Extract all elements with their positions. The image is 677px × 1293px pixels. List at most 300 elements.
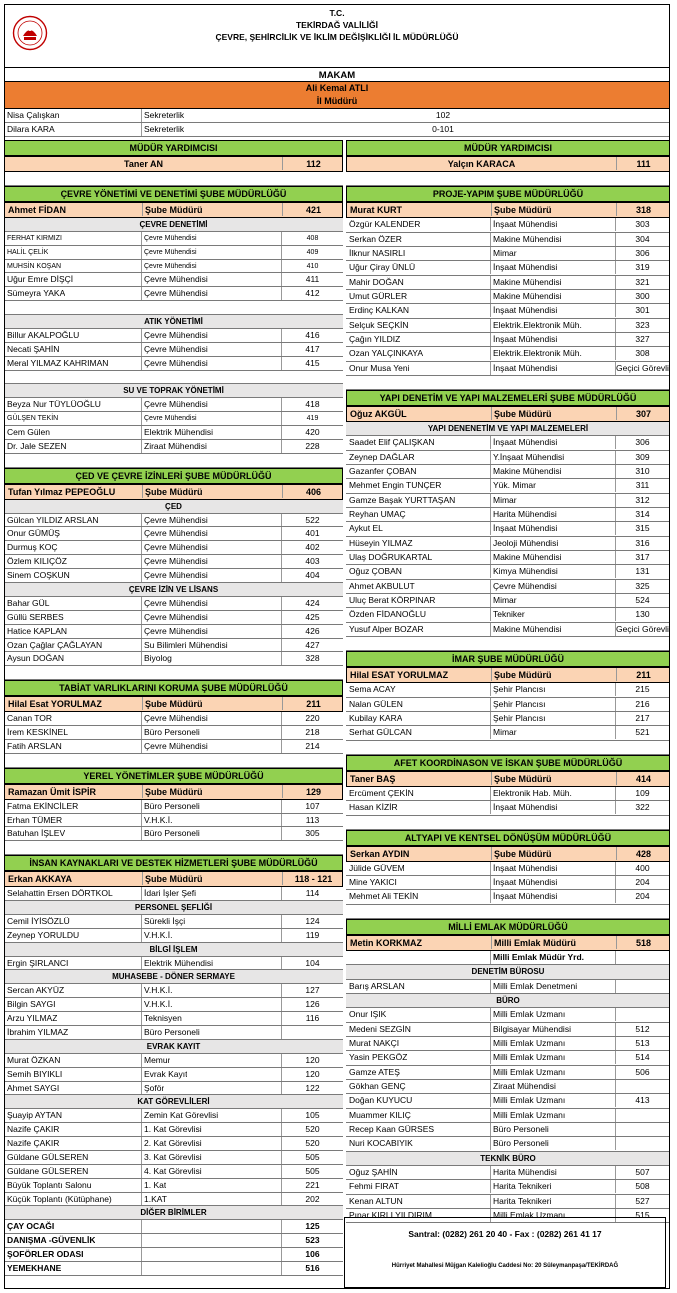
staff-row — [4, 639, 343, 653]
spacer-row — [346, 741, 670, 755]
staff-title: Elektrik Mühendisi — [141, 426, 213, 439]
staff-row — [346, 290, 670, 304]
staff-ext: 327 — [615, 333, 669, 346]
staff-title: Çevre Mühendisi — [141, 597, 208, 610]
staff-title: Büro Personeli — [141, 726, 200, 739]
staff-ext: 515 — [615, 1209, 669, 1222]
branch-manager-row — [346, 846, 670, 862]
director-name: Ali Kemal ATLI — [305, 83, 369, 93]
staff-name: Oğuz ŞAHİN — [349, 1166, 398, 1177]
staff-name: Erhan TÜMER — [7, 814, 63, 825]
staff-row — [4, 246, 343, 260]
staff-ext: 415 — [281, 357, 343, 370]
staff-title: Harita Mühendisi — [490, 1166, 557, 1179]
staff-row — [346, 980, 670, 994]
staff-title: Milli Emlak Uzmanı — [490, 1094, 565, 1107]
subsection-header-personel-sefligi: PERSONEL ŞEFLİĞİ — [4, 901, 343, 915]
staff-name: Durmuş KOÇ — [7, 542, 58, 553]
staff-ext: 116 — [281, 1012, 343, 1025]
staff-ext: 315 — [615, 522, 669, 535]
staff-row — [346, 594, 670, 608]
staff-name: Dr. Jale SEZEN — [7, 440, 67, 451]
staff-name: Ozan Çağlar ÇAĞLAYAN — [7, 639, 103, 650]
staff-title: İnşaat Mühendisi — [490, 261, 557, 274]
spacer-row — [346, 637, 670, 651]
staff-title: Çevre Mühendisi — [141, 260, 197, 273]
staff-ext: 505 — [281, 1165, 343, 1178]
header-line-tc: T.C. — [329, 8, 345, 18]
subsection-header-muhasebe-doner-sermaye: MUHASEBE - DÖNER SERMAYE — [4, 970, 343, 984]
staff-row — [346, 1195, 670, 1209]
staff-ext: 507 — [615, 1166, 669, 1179]
staff-name: Oğuz ÇOBAN — [349, 566, 402, 577]
secretary-name: Nisa Çalışkan — [7, 110, 60, 120]
staff-name: Özden FİDANOĞLU — [349, 609, 426, 620]
secretary-title: Sekreterlik — [141, 123, 184, 136]
staff-title: Zemin Kat Görevlisi — [141, 1109, 218, 1122]
staff-title: İnşaat Mühendisi — [490, 333, 557, 346]
staff-row — [346, 890, 670, 904]
staff-ext: 401 — [281, 527, 343, 540]
staff-title: Milli Emlak Uzmanı — [490, 1066, 565, 1079]
staff-title: Çevre Mühendisi — [141, 412, 197, 425]
section-header-insan-kaynaklari-ve-destek-hizmetleri-su: İNSAN KAYNAKLARI VE DESTEK HİZMETLERİ ŞUBE MÜDÜRLÜĞÜ — [4, 855, 343, 871]
staff-ext: 228 — [281, 440, 343, 453]
staff-name: Kenan ALTUN — [349, 1195, 403, 1206]
manager-title: Şube Müdürü — [142, 872, 203, 885]
staff-row — [4, 1179, 343, 1193]
staff-name: Hasan KİZİR — [349, 802, 398, 813]
staff-row — [346, 247, 670, 261]
contact-box — [344, 1217, 666, 1288]
staff-ext: 328 — [281, 652, 343, 665]
staff-title: Yük. Mimar — [490, 479, 536, 492]
branch-manager-row — [346, 771, 670, 787]
header-line-directorate: ÇEVRE, ŞEHİRCİLİK VE İKLİM DEĞİŞİKLİĞİ İL MÜDÜRLÜĞÜ — [215, 32, 459, 42]
staff-name: Onur Musa Yeni — [349, 362, 410, 373]
staff-row — [4, 1151, 343, 1165]
staff-title: Çevre Mühendisi — [141, 398, 208, 411]
staff-ext: 413 — [615, 1094, 669, 1107]
staff-name: Mine YAKICI — [349, 877, 397, 888]
staff-title: Memur — [141, 1054, 170, 1067]
subsection-header-teknik-buro: TEKNİK BÜRO — [346, 1152, 670, 1166]
director-banner — [4, 81, 670, 109]
staff-ext: 122 — [281, 1082, 343, 1095]
staff-ext — [615, 1137, 669, 1150]
staff-ext: 218 — [281, 726, 343, 739]
staff-row — [4, 1082, 343, 1096]
staff-title: Y.İnşaat Mühendisi — [490, 451, 564, 464]
staff-ext: 217 — [615, 712, 669, 725]
staff-title: İnşaat Mühendisi — [490, 890, 557, 903]
staff-ext: 305 — [281, 827, 343, 840]
section-header-tabiat-varliklarini-koruma-sube-mudurlug: TABİAT VARLIKLARINI KORUMA ŞUBE MÜDÜRLÜĞÜ — [4, 680, 343, 696]
section-header-cevre-yonetimi-ve-denetimi-sube-mudurlug: ÇEVRE YÖNETİMİ VE DENETİMİ ŞUBE MÜDÜRLÜĞÜ — [4, 186, 343, 202]
staff-name: Kubilay KARA — [349, 712, 403, 723]
staff-row — [4, 1026, 343, 1040]
staff-row — [4, 800, 343, 814]
staff-name: Özlem KILIÇÖZ — [7, 556, 67, 567]
subsection-header-su-ve-toprak-yonetimi: SU VE TOPRAK YÖNETİMİ — [4, 384, 343, 398]
staff-name: Gamze Başak YURTTAŞAN — [349, 494, 456, 505]
staff-ext: 105 — [281, 1109, 343, 1122]
staff-title: Çevre Mühendisi — [141, 712, 208, 725]
staff-title: Elektrik.Elektronik Müh. — [490, 347, 582, 360]
staff-row — [346, 304, 670, 318]
staff-row — [4, 1262, 343, 1276]
branch-manager-row — [4, 696, 343, 712]
manager-ext: 307 — [616, 407, 670, 420]
staff-name: Sümeyra YAKA — [7, 288, 66, 299]
manager-title: Şube Müdürü — [491, 772, 552, 785]
staff-title: Ziraat Mühendisi — [141, 440, 207, 453]
staff-row — [4, 597, 343, 611]
staff-title: Makine Mühendisi — [490, 276, 562, 289]
staff-name: Fatma EKİNCİLER — [7, 800, 79, 811]
staff-ext: 300 — [615, 290, 669, 303]
section-header-imar-sube-mudurlugu: İMAR ŞUBE MÜDÜRLÜĞÜ — [346, 651, 670, 667]
staff-ext: 216 — [615, 698, 669, 711]
staff-title: Bilgisayar Mühendisi — [490, 1023, 571, 1036]
staff-row — [4, 357, 343, 371]
staff-name: Güldane GÜLSEREN — [7, 1165, 89, 1176]
staff-name: Ahmet AKBULUT — [349, 580, 415, 591]
staff-ext: 316 — [615, 537, 669, 550]
staff-row — [346, 951, 670, 965]
staff-name: Cem Gülen — [7, 427, 50, 438]
staff-row — [346, 580, 670, 594]
staff-name: Selahattin Ersen DÖRTKOL — [7, 888, 113, 899]
staff-name: Mahir DOĞAN — [349, 276, 404, 287]
makam-label: MAKAM — [5, 67, 669, 82]
staff-row — [346, 451, 670, 465]
staff-name: İbrahim YILMAZ — [7, 1027, 69, 1037]
staff-ext: 220 — [281, 712, 343, 725]
staff-row — [4, 1165, 343, 1179]
staff-ext: 409 — [281, 246, 343, 259]
staff-name: Nalan GÜLEN — [349, 698, 403, 709]
staff-title: Çevre Mühendisi — [490, 580, 557, 593]
staff-title: Çevre Mühendisi — [141, 273, 208, 286]
manager-ext: 129 — [282, 785, 343, 798]
staff-row — [346, 726, 670, 740]
staff-ext: 516 — [281, 1262, 343, 1275]
staff-title: Elektronik Hab. Müh. — [490, 787, 572, 800]
staff-title: Sürekli İşçi — [141, 915, 185, 928]
staff-title: Makine Mühendisi — [490, 290, 562, 303]
staff-row — [346, 1109, 670, 1123]
staff-name: Gülcan YILDIZ ARSLAN — [7, 514, 99, 525]
staff-name: HALİL ÇELİK — [7, 248, 49, 256]
staff-name: DANIŞMA -GÜVENLİK — [7, 1235, 96, 1246]
staff-title: Harita Teknikeri — [490, 1180, 551, 1193]
staff-title: Milli Emlak Denetmeni — [490, 980, 577, 993]
staff-title: 1. Kat — [141, 1179, 166, 1192]
staff-row — [346, 233, 670, 247]
staff-name: Muammer KILIÇ — [349, 1109, 411, 1120]
manager-name: Ahmet FİDAN — [8, 204, 66, 215]
manager-name: Serkan AYDIN — [350, 848, 410, 859]
staff-name: Ercüment ÇEKİN — [349, 787, 414, 798]
spacer-row — [4, 666, 343, 680]
staff-title: Mimar — [490, 726, 517, 739]
staff-title: Şehir Plancısı — [490, 698, 545, 711]
staff-name: ÇAY OCAĞI — [7, 1221, 55, 1232]
staff-title: Biyolog — [141, 652, 172, 665]
staff-row — [4, 1220, 343, 1234]
staff-row — [346, 1094, 670, 1108]
staff-ext: 506 — [615, 1066, 669, 1079]
staff-title — [141, 1234, 144, 1247]
staff-name: Canan TOR — [7, 713, 53, 724]
manager-ext: 318 — [616, 203, 670, 216]
staff-name: Semih BIYIKLI — [7, 1068, 63, 1079]
staff-ext: 325 — [615, 580, 669, 593]
manager-title: Şube Müdürü — [491, 407, 552, 420]
staff-row — [4, 426, 343, 440]
staff-ext: 420 — [281, 426, 343, 439]
staff-ext: 303 — [615, 218, 669, 231]
staff-ext: 127 — [281, 984, 343, 997]
staff-name: Arzu YILMAZ — [7, 1013, 58, 1024]
staff-ext: 427 — [281, 639, 343, 652]
staff-row — [346, 362, 670, 376]
staff-title: Çevre Mühendisi — [141, 329, 208, 342]
manager-ext: 421 — [282, 203, 343, 216]
staff-title: Çevre Mühendisi — [141, 527, 208, 540]
secretary-ext: 0-101 — [432, 124, 454, 134]
subsection-header-bilgi-islem: BİLGİ İŞLEM — [4, 943, 343, 957]
staff-title: Evrak Kayıt — [141, 1068, 187, 1081]
staff-title: Mimar — [490, 247, 517, 260]
staff-title: Makine Mühendisi — [490, 465, 562, 478]
manager-ext: 406 — [282, 485, 343, 498]
staff-name: Uğur Çiray ÜNLÜ — [349, 262, 416, 273]
staff-title: Büro Personeli — [141, 827, 200, 840]
staff-ext: 124 — [281, 915, 343, 928]
staff-ext: 304 — [615, 233, 669, 246]
manager-name: Murat KURT — [350, 205, 402, 216]
staff-name: Ozan YALÇINKAYA — [349, 348, 424, 359]
staff-name: YEMEKHANE — [7, 1262, 62, 1273]
staff-row — [346, 319, 670, 333]
staff-row — [4, 929, 343, 943]
staff-name: Onur GÜMÜŞ — [7, 528, 60, 539]
branch-manager-row — [346, 202, 670, 218]
staff-name: Pınar KIRLI YILDIRIM — [349, 1209, 432, 1220]
manager-name: Tufan Yılmaz PEPEOĞLU — [8, 486, 116, 497]
staff-row — [4, 287, 343, 301]
staff-ext: 107 — [281, 800, 343, 813]
document-header — [4, 4, 670, 82]
staff-title: İnşaat Mühendisi — [490, 862, 557, 875]
staff-row — [346, 683, 670, 697]
manager-title: Milli Emlak Müdürü — [491, 936, 576, 949]
staff-ext: 426 — [281, 625, 343, 638]
manager-ext: 118 - 121 — [282, 872, 343, 885]
staff-ext: 126 — [281, 998, 343, 1011]
staff-ext: 130 — [615, 608, 669, 621]
staff-name: Batuhan İŞLEV — [7, 828, 66, 839]
manager-title: Şube Müdürü — [491, 203, 552, 216]
branch-manager-row — [346, 667, 670, 683]
manager-title: Şube Müdürü — [142, 485, 203, 498]
staff-name: Fatih ARSLAN — [7, 740, 62, 751]
staff-row — [4, 398, 343, 412]
deputy-director-row — [346, 156, 670, 172]
staff-name: Güllü SERBES — [7, 611, 64, 622]
staff-title: Makine Mühendisi — [490, 233, 562, 246]
staff-ext: 301 — [615, 304, 669, 317]
staff-row — [4, 984, 343, 998]
staff-ext: 104 — [281, 957, 343, 970]
staff-name: Özgür KALENDER — [349, 219, 421, 230]
staff-row — [4, 915, 343, 929]
staff-ext: 402 — [281, 541, 343, 554]
spacer-row — [4, 841, 343, 855]
staff-name: MUHSİN KOŞAN — [7, 262, 62, 270]
staff-ext: 521 — [615, 726, 669, 739]
staff-title: Çevre Mühendisi — [141, 287, 208, 300]
staff-title: İnşaat Mühendisi — [490, 362, 557, 375]
staff-name: Yasin PEKGÖZ — [349, 1052, 408, 1063]
staff-row — [346, 333, 670, 347]
staff-ext: 403 — [281, 555, 343, 568]
branch-manager-row — [346, 935, 670, 951]
staff-title: Mimar — [490, 594, 517, 607]
staff-name: Saadet Elif ÇALIŞKAN — [349, 437, 435, 448]
staff-title: Çevre Mühendisi — [141, 541, 208, 554]
staff-row — [346, 436, 670, 450]
staff-row — [4, 957, 343, 971]
staff-name: Uluç Berat KÖRPINAR — [349, 595, 436, 605]
staff-title: Çevre Mühendisi — [141, 625, 208, 638]
staff-row — [346, 1166, 670, 1180]
staff-ext: 310 — [615, 465, 669, 478]
staff-row — [4, 260, 343, 274]
staff-row — [346, 508, 670, 522]
staff-ext: 410 — [281, 260, 343, 273]
staff-ext: 319 — [615, 261, 669, 274]
staff-row — [4, 1137, 343, 1151]
staff-row — [346, 218, 670, 232]
staff-title: Şoför — [141, 1082, 164, 1095]
deputy-director-row — [4, 156, 343, 172]
staff-title: Makine Mühendisi — [490, 551, 562, 564]
staff-row — [346, 1066, 670, 1080]
staff-name: Necati ŞAHİN — [7, 343, 60, 354]
staff-row — [346, 347, 670, 361]
subsection-header-yapi-denenetim-ve-yapi-malzemeleri: YAPI DENENETİM VE YAPI MALZEMELERİ — [346, 422, 670, 436]
subsection-header-diger-birimler: DİĞER BİRİMLER — [4, 1206, 343, 1220]
staff-name: Bahar GÜL — [7, 597, 50, 608]
staff-ext: 508 — [615, 1180, 669, 1193]
staff-name: Büyük Toplantı Salonu — [7, 1179, 92, 1190]
staff-title: Kimya Mühendisi — [490, 565, 558, 578]
manager-name: Taner BAŞ — [350, 773, 396, 784]
staff-title: Milli Emlak Müdür Yrd. — [490, 951, 584, 964]
spacer-row — [4, 371, 343, 385]
staff-name: Hüseyin YILMAZ — [349, 537, 413, 548]
subsection-header-evrak-kayit: EVRAK KAYIT — [4, 1040, 343, 1054]
staff-row — [346, 698, 670, 712]
staff-row — [346, 801, 670, 815]
staff-ext: 523 — [281, 1234, 343, 1247]
staff-row — [4, 998, 343, 1012]
staff-ext: 215 — [615, 683, 669, 696]
staff-name: Gökhan GENÇ — [349, 1081, 406, 1091]
staff-ext: 404 — [281, 569, 343, 582]
subsection-header-kat-gorevlileri: KAT GÖREVLİLERİ — [4, 1095, 343, 1109]
spacer-row — [4, 172, 343, 186]
staff-row — [4, 1123, 343, 1137]
staff-title: Şehir Plancısı — [490, 712, 545, 725]
staff-name: Erdinç KALKAN — [349, 305, 409, 316]
staff-title: Su Bilimleri Mühendisi — [141, 639, 228, 652]
staff-row — [346, 479, 670, 493]
staff-name: Murat NAKÇI — [349, 1038, 400, 1049]
staff-ext: 425 — [281, 611, 343, 624]
staff-row — [4, 1193, 343, 1207]
staff-title: İnşaat Mühendisi — [490, 304, 557, 317]
staff-row — [346, 551, 670, 565]
manager-name: Oğuz AKGÜL — [350, 409, 407, 420]
staff-name: Yusuf Alper BOZAR — [349, 623, 424, 634]
staff-ext: 311 — [615, 479, 669, 492]
staff-title: V.H.K.İ. — [141, 814, 173, 827]
staff-name: Ulaş DOĞRUKARTAL — [349, 552, 433, 563]
staff-ext — [615, 951, 669, 964]
staff-row — [4, 814, 343, 828]
secretary-row — [4, 123, 670, 137]
manager-name: Erkan AKKAYA — [8, 874, 73, 885]
staff-row — [346, 608, 670, 622]
staff-name: Bilgin SAYGI — [7, 999, 56, 1010]
subsection-header-buro: BÜRO — [346, 994, 670, 1008]
staff-ext: Geçici Görevli — [616, 362, 669, 373]
staff-ext: 321 — [615, 276, 669, 289]
staff-title: Milli Emlak Uzmanı — [490, 1037, 565, 1050]
staff-title: Çevre Mühendisi — [141, 343, 208, 356]
section-header-ced-ve-cevre-izinleri-sube-mudurlugu: ÇED VE ÇEVRE İZİNLERİ ŞUBE MÜDÜRLÜĞÜ — [4, 468, 343, 484]
staff-row — [346, 276, 670, 290]
staff-name: Fehmi FIRAT — [349, 1181, 399, 1192]
staff-row — [4, 1012, 343, 1026]
staff-row — [346, 1080, 670, 1094]
staff-title: İnşaat Mühendisi — [490, 436, 557, 449]
staff-row — [4, 827, 343, 841]
staff-name: Şuayip AYTAN — [7, 1110, 62, 1121]
staff-title: Jeoloji Mühendisi — [490, 537, 558, 550]
staff-row — [346, 1137, 670, 1151]
subsection-header-cevre-denetimi: ÇEVRE DENETİMİ — [4, 218, 343, 232]
staff-ext: 106 — [281, 1248, 343, 1261]
staff-ext: 109 — [615, 787, 669, 800]
staff-row — [4, 712, 343, 726]
secretary-row — [4, 109, 670, 123]
section-header-afet-koordinason-ve-iskan-sube-mudurlugu: AFET KOORDİNASON VE İSKAN ŞUBE MÜDÜRLÜĞÜ — [346, 755, 670, 771]
staff-row — [346, 1123, 670, 1137]
staff-ext: 416 — [281, 329, 343, 342]
staff-title: Harita Mühendisi — [490, 508, 557, 521]
staff-title — [141, 1262, 144, 1275]
staff-title: Büro Personeli — [141, 800, 200, 813]
staff-name: Nazife ÇAKIR — [7, 1138, 60, 1149]
staff-row — [4, 652, 343, 666]
manager-title: Şube Müdürü — [142, 697, 203, 710]
secretary-ext: 102 — [435, 110, 451, 120]
